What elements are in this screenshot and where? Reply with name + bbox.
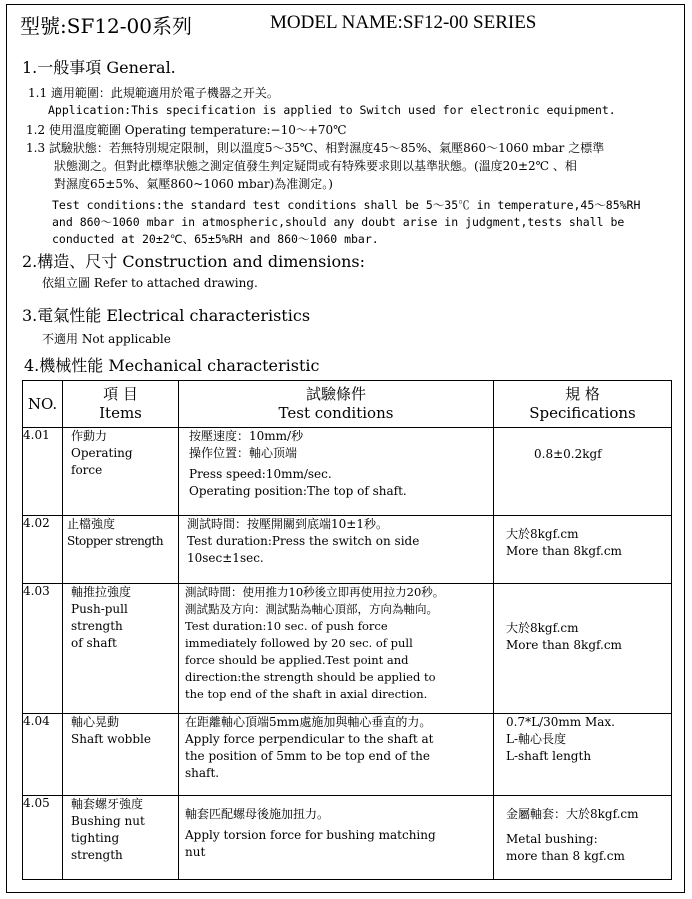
header-specifications: 規 格 Specifications xyxy=(494,381,672,428)
row-specification: 大於8kgf.cm More than 8kgf.cm xyxy=(494,516,672,584)
row-number: 4.03 xyxy=(23,584,63,714)
model-title-cn: 型號:SF12-00系列 xyxy=(20,14,192,38)
row-item: 軸心晃動 Shaft wobble xyxy=(63,714,179,796)
row-number: 4.05 xyxy=(23,796,63,880)
section-1-1-english: Application:This specification is applied to Switch used for electronic equipment. xyxy=(48,103,616,117)
header-items: 項 目 Items xyxy=(63,381,179,428)
header-test-conditions: 試驗條件 Test conditions xyxy=(179,381,494,428)
row-specification: 金屬軸套：大於8kgf.cm Metal bushing: more than 8 kgf.cm xyxy=(494,796,672,880)
row-test-conditions: 測試時間：使用推力10秒後立即再使用拉力20秒。 測試點及方向：測試點為軸心頂部，方向為軸向。 Test duration:10 sec. of push force immediately followed by 20 sec. of pull force should be applied.Test point and direction:the strength should be applied to the top end of the shaft in axial direction. xyxy=(179,584,494,714)
row-number: 4.02 xyxy=(23,516,63,584)
table-row xyxy=(23,428,672,516)
mechanical-spec-table xyxy=(22,380,672,880)
row-item: 止檔強度 Stopper strength xyxy=(63,516,179,584)
row-specification: 0.7*L/30mm Max. L-軸心長度 L-shaft length xyxy=(494,714,672,796)
table-row xyxy=(23,714,672,796)
section-1-3-en-line1: Test conditions:the standard test conditions shall be 5～35℃ in temperature,45～85%RH xyxy=(52,198,641,212)
row-number: 4.04 xyxy=(23,714,63,796)
row-test-conditions: 軸套匹配螺母後施加扭力。 Apply torsion force for bushing matching nut xyxy=(179,796,494,880)
section-2-title: 2.構造、尺寸 Construction and dimensions: xyxy=(22,252,366,271)
section-3-body: 不適用 Not applicable xyxy=(42,332,171,346)
row-specification: 0.8±0.2kgf xyxy=(494,428,672,516)
table-row xyxy=(23,584,672,714)
row-item: 軸套螺牙強度 Bushing nut tighting strength xyxy=(63,796,179,880)
section-3-title: 3.電氣性能 Electrical characteristics xyxy=(22,306,311,325)
section-1-title: 1.一般事項 General. xyxy=(22,58,176,77)
section-1-3-cn-line1: 1.3 試驗狀態：若無特別規定限制，則以溫度5～35℃、相對濕度45～85%、氣壓860～1060 mbar 之標準 xyxy=(26,141,605,155)
section-1-2-text: 1.2 使用溫度範圍 Operating temperature:−10～+70℃ xyxy=(26,123,347,137)
row-specification: 大於8kgf.cm More than 8kgf.cm xyxy=(494,584,672,714)
row-number: 4.01 xyxy=(23,428,63,516)
table-row xyxy=(23,516,672,584)
row-item: 軸推拉強度 Push-pull strength of shaft xyxy=(63,584,179,714)
table-row xyxy=(23,796,672,880)
table-header-row xyxy=(23,381,672,428)
section-1-3-cn-line3: 對濕度65±5%、氣壓860~1060 mbar)為准測定。) xyxy=(54,177,333,191)
header-no: NO. xyxy=(23,381,63,428)
row-item: 作動力 Operating force xyxy=(63,428,179,516)
section-2-body: 依組立圖 Refer to attached drawing. xyxy=(42,276,258,290)
row-test-conditions: 按壓速度：10mm/秒 操作位置：軸心顶端 Press speed:10mm/sec. Operating position:The top of shaft. xyxy=(179,428,494,516)
row-test-conditions: 在距離軸心頂端5mm處施加與軸心垂直的力。 Apply force perpendicular to the shaft at the position of 5mm to be top end of the shaft. xyxy=(179,714,494,796)
section-1-1-text: 1.1 適用範圍：此規範適用於電子機器之开关。 xyxy=(28,86,279,100)
section-1-3-en-line3: conducted at 20±2℃、65±5%RH and 860～1060 mbar. xyxy=(52,232,379,246)
row-test-conditions: 測試時間：按壓開關到底端10±1秒。 Test duration:Press the switch on side 10sec±1sec. xyxy=(179,516,494,584)
section-1-3-cn-line2: 狀態測之。但對此標準狀態之測定值發生判定疑問或有特殊要求則以基準狀態。(溫度20±2℃ 、相 xyxy=(54,159,577,173)
section-4-title: 4.機械性能 Mechanical characteristic xyxy=(24,356,320,375)
model-title-en: MODEL NAME:SF12-00 SERIES xyxy=(270,12,537,33)
section-1-3-en-line2: and 860～1060 mbar in atmospheric,should any doubt arise in judgment,tests shall be xyxy=(52,215,625,229)
